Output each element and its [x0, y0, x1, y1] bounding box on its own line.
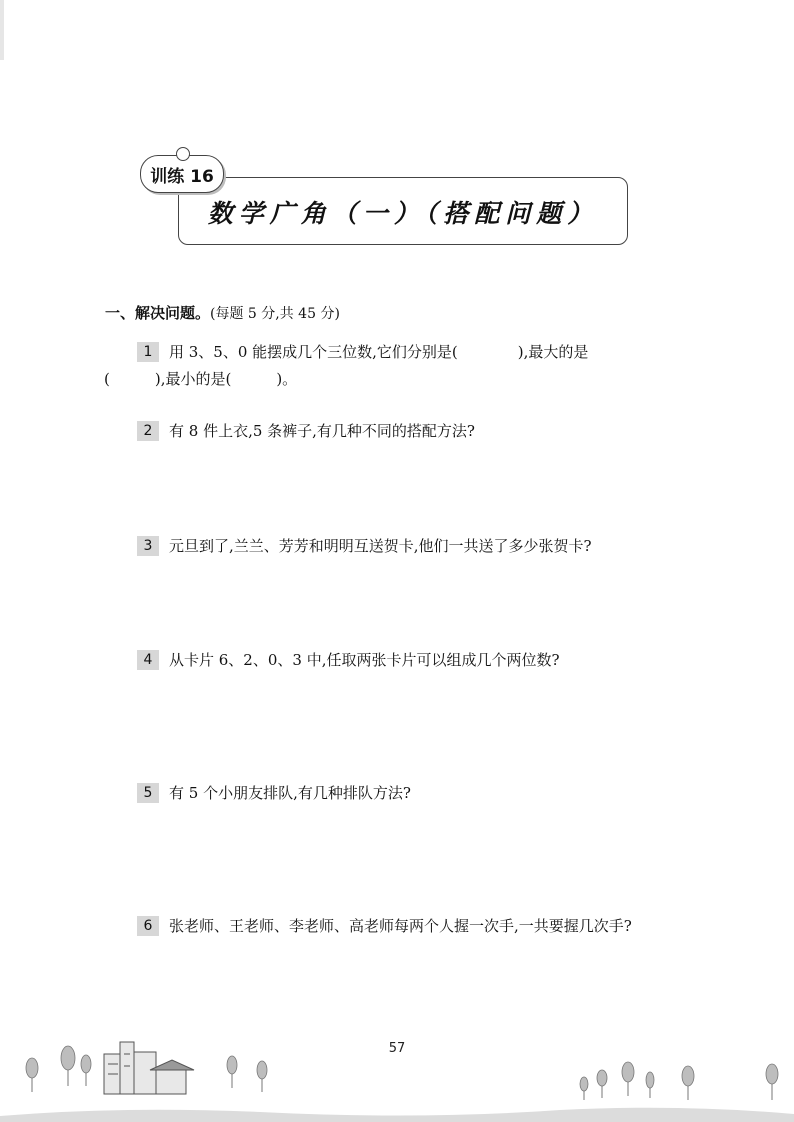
tree-icon [26, 1058, 38, 1092]
question-text: 有 5 个小朋友排队,有几种排队方法? [169, 784, 411, 802]
question-text: 从卡片 6、2、0、3 中,任取两张卡片可以组成几个两位数? [169, 651, 560, 669]
tree-icon [580, 1077, 588, 1100]
question-text: 元旦到了,兰兰、芳芳和明明互送贺卡,他们一共送了多少张贺卡? [169, 537, 592, 555]
question-number: 6 [137, 916, 159, 936]
tree-icon [227, 1056, 237, 1088]
page-title: 数学广角（一）（搭配问题） [207, 199, 599, 228]
question-number: 5 [137, 783, 159, 803]
section-score-note: (每题 5 分,共 45 分) [210, 306, 340, 322]
question-number: 2 [137, 421, 159, 441]
tree-icon [597, 1070, 607, 1098]
tree-icon [257, 1061, 267, 1092]
page-number: 57 [388, 1041, 406, 1056]
question-number: 4 [137, 650, 159, 670]
question-number: 3 [137, 536, 159, 556]
tree-icon [766, 1064, 778, 1100]
tree-icon [61, 1046, 75, 1086]
question-text: 用 3、5、0 能摆成几个三位数,它们分别是( ),最大的是 [169, 343, 589, 361]
question-4 [137, 644, 560, 675]
question-text: 张老师、王老师、李老师、高老师每两个人握一次手,一共要握几次手? [169, 917, 632, 935]
tree-icon [682, 1066, 694, 1100]
tree-icon [622, 1062, 634, 1096]
page-edge-shadow [0, 0, 4, 60]
ground-shape [0, 1108, 794, 1122]
section-title: 一、解决问题。 [105, 304, 211, 322]
tree-icon [81, 1055, 91, 1086]
footer-landscape-illustration [0, 1030, 794, 1122]
question-2 [137, 415, 475, 446]
question-1-continuation: ( ),最小的是( )。 [104, 370, 298, 388]
badge-ring-decoration [176, 147, 190, 161]
question-6 [137, 910, 632, 941]
question-1 [137, 336, 588, 367]
question-3 [137, 530, 592, 561]
question-5 [137, 777, 411, 808]
section-heading [105, 302, 340, 323]
tree-icon [646, 1072, 654, 1098]
question-number: 1 [137, 342, 159, 362]
title-banner [178, 177, 628, 245]
buildings-illustration [104, 1042, 194, 1094]
question-text: 有 8 件上衣,5 条裤子,有几种不同的搭配方法? [169, 422, 475, 440]
lesson-badge-label: 训练 16 [150, 167, 214, 187]
